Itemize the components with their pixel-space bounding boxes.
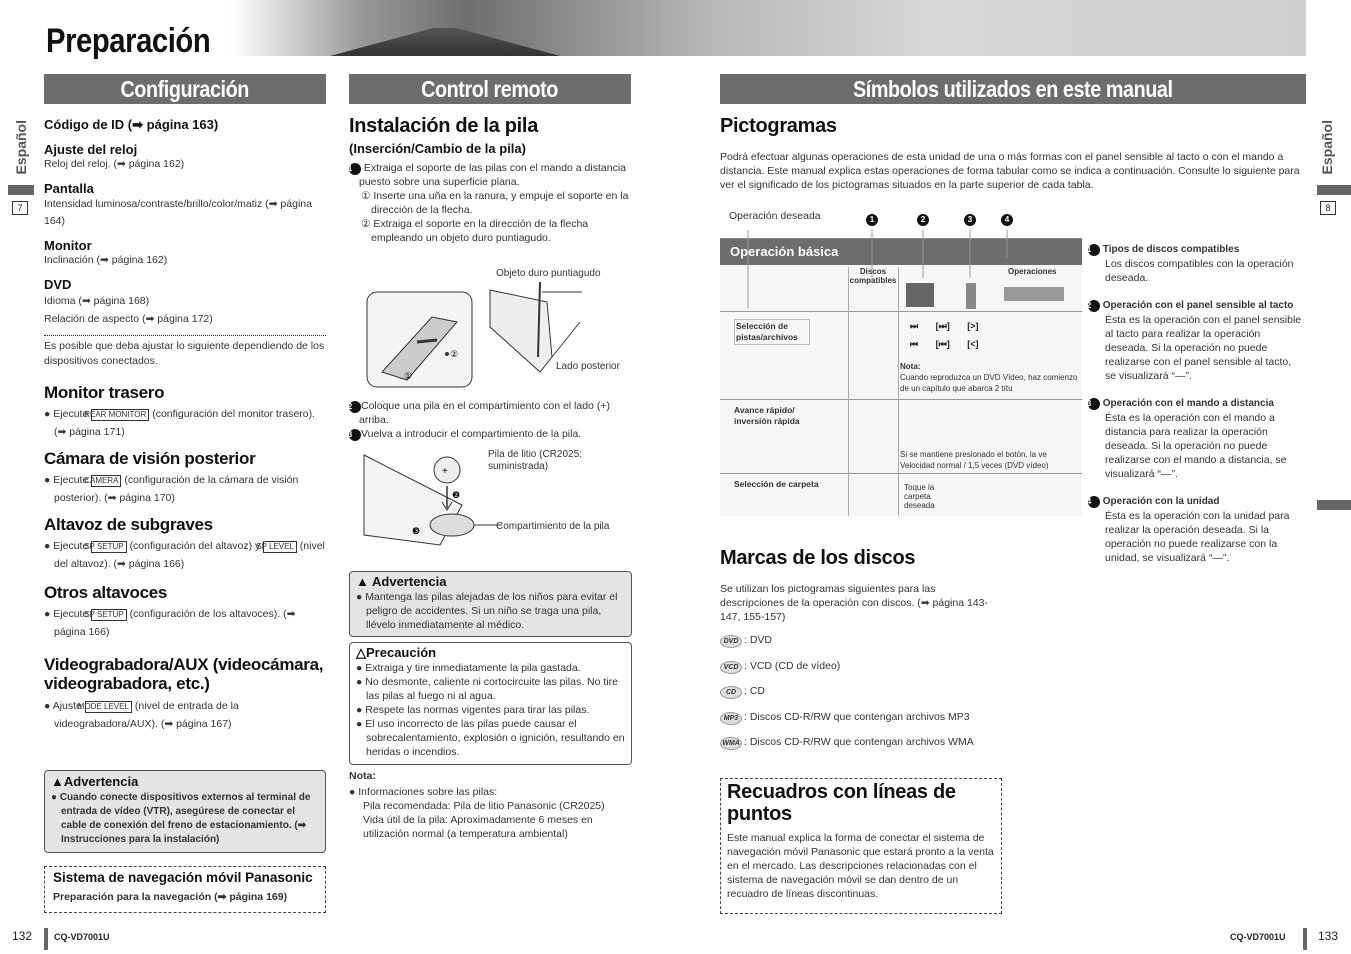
step-3: 3 Vuelva a introducir el compartimiento de la pila. <box>347 428 582 440</box>
monitor-heading: Monitor <box>44 238 92 253</box>
arrow-icon: ➡ <box>920 597 930 609</box>
disc-item-cd: CD : CD <box>720 684 1010 710</box>
pictogramas-text: Podrá efectuar algunas operaciones de esta unidad de una o más formas con el panel sensible al tacto o con el mando a distancia. Este manual explica estas operaciones de forma tabular como se indica a continuación. Consulte lo siguiente para ver el significado de los pictogramas situados en la parte superior de cada tabla. <box>720 151 1300 191</box>
pictogramas-heading: Pictogramas <box>720 115 837 137</box>
otros-altavoces-text: ● Ejecute SP SETUP (configuración de los altavoces). (➡ página 166) <box>44 608 296 638</box>
legend-3-heading: 3 Operación con el mando a distancia <box>1086 398 1274 409</box>
monitor-trasero-heading: Monitor trasero <box>44 383 165 402</box>
camara-text: ● Ejecute CAMERA (configuración de la cámara de visión posterior). (➡ página 170) <box>44 474 299 504</box>
caution-box <box>349 642 632 765</box>
dotted-divider <box>44 335 326 336</box>
section-bar-simbolos: Símbolos utilizados en este manual <box>720 74 1306 104</box>
dvd-text-idioma: Idioma (➡ página 168) <box>44 295 150 307</box>
key-sp-level: SP LEVEL <box>263 541 297 553</box>
key-sp-setup-2: SP SETUP <box>91 609 126 621</box>
model-right: CQ-VD7001U <box>1230 932 1286 942</box>
footer-bar-right <box>1303 928 1307 950</box>
label-lado-posterior: Lado posterior <box>556 361 620 372</box>
arrow-icon: ➡ <box>217 891 227 903</box>
arrow-icon: ➡ <box>268 198 278 210</box>
caution-item: ● El uso incorrecto de las pilas puede causar el sobrecalentamiento, explosión o ignición, resultando en heridas o incendios. <box>356 718 625 758</box>
warning-heading-left: ▲Advertencia <box>51 774 139 789</box>
nota-recomendada: Pila recomendada: Pila de litio Panasonic (CR2025) <box>363 800 605 812</box>
section-bar-control-remoto: Control remoto <box>349 74 631 104</box>
dvd-text-relacion: Relación de aspecto (➡ página 172) <box>44 313 213 325</box>
sample-table-ops-header: Operaciones <box>1008 267 1057 276</box>
tab-bar-right-2 <box>1317 500 1351 510</box>
recuadros-text: Este manual explica la forma de conectar el sistema de navegación móvil Panasonic que estará pronto a la venta en el mercado. Las descripciones relacionadas con el sistema de navegación móvil se dan dentro de un recuadro de líneas discontinuas. <box>727 832 994 900</box>
page-number-left: 132 <box>12 929 33 943</box>
svg-text:❷: ❷ <box>452 490 461 500</box>
ajuste-reloj-text: Reloj del reloj. (➡ página 162) <box>44 158 185 170</box>
nota-vida-util: Vida útil de la pila: Aproximadamente 6 meses en utilización normal (a temperatura ambiental) <box>363 814 593 840</box>
videograbadora-heading: Videograbadora/AUX (videocámara, videograbadora, etc.) <box>44 655 324 693</box>
svg-text:+: + <box>442 466 448 477</box>
remote-battery-illustration-1 <box>362 262 632 397</box>
svg-text:❸: ❸ <box>412 526 421 536</box>
pantalla-heading: Pantalla <box>44 181 94 196</box>
warning-box-mid <box>349 571 632 637</box>
svg-text:①: ① <box>404 371 413 381</box>
legend-3-text: Ésta es la operación con el mando a distancia para realizar la operación deseada. Si la operación no puede realizarse con el mando a distancia, se visualizará “—”. <box>1105 412 1287 480</box>
step-1-icon: 1 <box>349 163 361 175</box>
arrow-icon: ➡ <box>286 608 296 620</box>
dvd-disc-icon: DVD <box>720 635 742 648</box>
otros-altavoces-heading: Otros altavoces <box>44 583 168 602</box>
label-compartimiento: Compartimiento de la pila <box>496 521 610 532</box>
label-objeto-duro: Objeto duro puntiagudo <box>496 268 601 279</box>
monitor-trasero-text: ● Ejecute REAR MONITOR (configuración del monitor trasero). (➡ página 171) <box>44 408 316 438</box>
arrow-icon: ➡ <box>145 313 155 325</box>
legend-1-heading: 1 Tipos de discos compatibles <box>1086 244 1240 255</box>
callout-lines <box>726 218 1026 328</box>
legend-2-text: Ésta es la operación con el panel sensible al tacto para realizar la operación deseada. Si la operación no puede realizarse con el panel sensible al tacto, se visualizará “—”. <box>1105 314 1302 382</box>
arrow-icon: ➡ <box>116 158 126 170</box>
warning-text-left: ● Cuando conecte dispositivos externos al terminal de entrada de vídeo (VTR), asegúrese de conectar el cable de conexión del freno de estacionamiento. (➡ Instrucciones para la instalación) <box>51 792 311 845</box>
label-pila-litio: Pila de litio (CR2025: suministrada) <box>488 449 582 472</box>
legend-2-heading: 2 Operación con el panel sensible al tacto <box>1086 300 1294 311</box>
subgraves-text: ● Ejecute SP SETUP (configuración del altavoz) y SP LEVEL (nivel del altavoz). (➡ página 166) <box>44 540 325 570</box>
nota-heading: Nota: <box>349 770 376 782</box>
step-1a: ① Inserte una uña en la ranura, y empuje el soporte en la dirección de la flecha. <box>361 190 629 216</box>
step-3-icon: 3 <box>349 429 361 441</box>
label-operacion-deseada: Operación deseada <box>729 210 821 222</box>
section-bar-configuracion: Configuración <box>44 74 326 104</box>
key-camera: CAMERA <box>91 475 121 487</box>
legend-4-text: Ésta es la operación con la unidad para realizar la operación deseada. Si la operación no puede realizarse con la unidad, se visualizará “—”. <box>1105 510 1290 564</box>
warning-icon: ▲ <box>356 574 369 589</box>
section-number-left: 7 <box>12 201 28 215</box>
disc-item-mp3: MP3 : Discos CD-R/RW que contengan archivos MP3 <box>720 710 1010 735</box>
caution-heading: △Precaución <box>356 645 437 660</box>
section-number-right: 8 <box>1320 201 1336 215</box>
key-rear-monitor: REAR MONITOR <box>91 409 149 421</box>
marcas-heading: Marcas de los discos <box>720 547 916 569</box>
page-title: Preparación <box>46 22 211 60</box>
legend-4-heading: 4 Operación con la unidad <box>1086 496 1220 507</box>
pictogram-legend <box>1088 243 1303 565</box>
monitor-text: Inclinación (➡ página 162) <box>44 254 168 266</box>
disc-item-wma: WMA : Discos CD-R/RW que contengan archivos WMA <box>720 735 1010 760</box>
sample-row-carpeta: Selección de carpeta <box>734 479 819 489</box>
pantalla-text: Intensidad luminosa/contraste/brillo/color/matiz (➡ página 164) <box>44 198 312 227</box>
arrow-icon: ➡ <box>132 117 144 132</box>
navigation-dashed-box <box>44 866 326 913</box>
caution-item: ● Extraiga y tire inmediatamente la pila gastada. <box>356 662 581 674</box>
instalacion-pila-heading: Instalación de la pila <box>349 115 539 137</box>
marker-2: 2 <box>917 209 929 227</box>
caution-item: ● Respete las normas vigentes para tirar las pilas. <box>356 704 590 716</box>
recuadros-heading: Recuadros con líneas de puntos <box>727 781 956 825</box>
disc-item-dvd: DVD : DVD <box>720 633 1010 659</box>
camara-heading: Cámara de visión posterior <box>44 449 256 468</box>
arrow-icon: ➡ <box>57 426 67 438</box>
dvd-heading: DVD <box>44 277 72 292</box>
sample-table-title: Operación básica <box>720 239 1082 265</box>
devices-note: Es posible que deba ajustar lo siguiente dependiendo de los dispositivos conectados. <box>44 340 325 367</box>
vcd-disc-icon: VCD <box>720 661 742 674</box>
step-2-icon: 2 <box>349 401 361 413</box>
warning-icon: ▲ <box>51 774 64 789</box>
navigation-heading: Sistema de navegación móvil Panasonic <box>53 870 313 885</box>
warning-heading-mid: ▲ Advertencia <box>356 574 447 589</box>
page-number-right: 133 <box>1318 929 1339 943</box>
insercion-subheading: (Inserción/Cambio de la pila) <box>349 141 526 156</box>
sample-toque: Toque la carpeta deseada <box>904 483 935 510</box>
arrow-icon: ➡ <box>107 492 117 504</box>
ajuste-reloj-heading: Ajuste del reloj <box>44 142 138 157</box>
marker-4: 4 <box>1001 209 1013 227</box>
sample-table-disc-header: Discos compatibles <box>849 267 897 285</box>
sample-row-avance: Avance rápido/ inversión rápida <box>734 405 800 426</box>
warning-text-mid: ● Mantenga las pilas alejadas de los niños para evitar el peligro de accidentes. Si un niño se traga una pila, llévelo inmediatamente al médico. <box>356 591 618 631</box>
wma-disc-icon: WMA <box>720 737 742 750</box>
codigo-id-heading: Código de ID (➡ página 163) <box>44 117 219 132</box>
marcas-text: Se utilizan los pictogramas siguientes para las descripciones de la operación con discos. (➡ página 143-147, 155-157) <box>720 583 988 623</box>
skip-buttons: ⏭ [⏭] [>] <box>910 321 979 331</box>
step-1b: ② Extraiga el soporte en la dirección de la flecha empleando un objeto duro puntiagudo. <box>361 218 589 244</box>
svg-text:②: ② <box>450 349 459 359</box>
arrow-icon: ➡ <box>100 254 109 266</box>
skip-back-buttons: ⏮ [⏮] [<] <box>910 339 979 349</box>
step-2: 2 Coloque una pila en el compartimiento con el lado (+) arriba. <box>347 400 610 426</box>
key-mode-level: MODE LEVEL <box>85 701 132 713</box>
model-left: CQ-VD7001U <box>54 932 110 942</box>
language-tab-left: Español <box>13 120 29 175</box>
sample-nota-2: Si se mantiene presionado el botón, la ve Velocidad normal / 1,5 veces (DVD vídeo) <box>900 450 1049 470</box>
arrow-icon: ➡ <box>164 718 174 730</box>
key-sp-setup: SP SETUP <box>91 541 126 553</box>
disc-item-vcd: VCD : VCD (CD de vídeo) <box>720 659 1010 684</box>
sample-nota: Nota: Cuando reproduzca un DVD Vídeo, haz comienzo de un capítulo que abarca 2 títu <box>900 362 1078 393</box>
language-tab-right: Español <box>1319 120 1335 175</box>
mp3-disc-icon: MP3 <box>720 712 742 725</box>
nota-item: ● Informaciones sobre las pilas: <box>349 786 498 798</box>
warning-box-left <box>44 770 326 853</box>
tab-bar-left <box>8 185 34 195</box>
arrow-icon: ➡ <box>81 295 91 307</box>
step-1: 1 Extraiga el soporte de las pilas con el mando a distancia puesto sobre una superficie plana. <box>347 162 626 188</box>
cd-disc-icon: CD <box>720 686 742 699</box>
videograbadora-text: ● Ajuste MODE LEVEL (nivel de entrada de la videograbadora/AUX). (➡ página 167) <box>44 700 239 730</box>
footer-bar-left <box>44 928 48 950</box>
disc-list <box>720 633 1010 760</box>
legend-1-text: Los discos compatibles con la operación deseada. <box>1105 258 1294 284</box>
arrow-icon: ➡ <box>117 558 126 570</box>
sample-row-seleccion: Selección de pistas/archivos <box>734 319 810 345</box>
remote-battery-illustration-2 <box>362 450 502 550</box>
arrow-icon: ➡ <box>297 820 307 831</box>
caution-item: ● No desmonte, caliente ni cortocircuite las pilas. No tire las pilas al fuego ni al agua. <box>356 676 618 702</box>
caution-icon: △ <box>356 645 366 660</box>
tab-bar-right <box>1317 185 1351 195</box>
marker-1: 1 <box>866 209 878 227</box>
recuadros-dashed-box <box>720 778 1002 914</box>
marker-3: 3 <box>964 209 976 227</box>
subgraves-heading: Altavoz de subgraves <box>44 515 213 534</box>
navigation-text: Preparación para la navegación (➡ página 169) <box>53 891 288 903</box>
